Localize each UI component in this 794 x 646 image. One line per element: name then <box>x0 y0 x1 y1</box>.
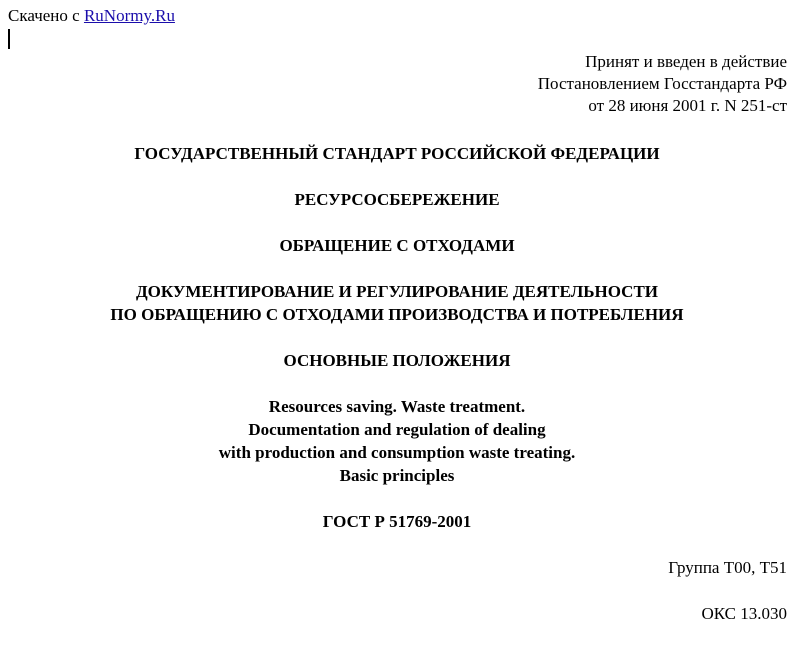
standard-name-line-2: ПО ОБРАЩЕНИЮ С ОТХОДАМИ ПРОИЗВОДСТВА И ПОТРЕБЛЕНИЯ <box>110 305 684 324</box>
standard-name <box>0 280 794 326</box>
approval-block <box>538 51 787 117</box>
approval-line-2: Постановлением Госстандарта РФ <box>537 74 787 93</box>
group-classification: Группа Т00, Т51 <box>668 558 787 577</box>
section-heading: ОСНОВНЫЕ ПОЛОЖЕНИЯ <box>283 351 511 370</box>
gost-designation: ГОСТ Р 51769-2001 <box>322 512 472 531</box>
english-title-line-4: Basic principles <box>339 466 455 485</box>
english-title-line-3: with production and consumption waste treating. <box>218 443 576 462</box>
english-title-line-1: Resources saving. Waste treatment. <box>268 397 526 416</box>
approval-line-3: от 28 июня 2001 г. N 251-ст <box>588 96 787 115</box>
standard-name-line-1: ДОКУМЕНТИРОВАНИЕ И РЕГУЛИРОВАНИЕ ДЕЯТЕЛЬНОСТИ <box>135 282 659 301</box>
text-caret <box>8 29 10 49</box>
english-title <box>0 395 794 487</box>
source-line <box>8 6 175 26</box>
state-standard-heading: ГОСУДАРСТВЕННЫЙ СТАНДАРТ РОССИЙСКОЙ ФЕДЕРАЦИИ <box>134 144 660 163</box>
source-link[interactable]: RuNormy.Ru <box>83 6 175 25</box>
subtopic-heading: ОБРАЩЕНИЕ С ОТХОДАМИ <box>279 236 515 255</box>
english-title-line-2: Documentation and regulation of dealing <box>248 420 546 439</box>
approval-line-1: Принят и введен в действие <box>585 52 787 71</box>
source-prefix: Скачено с <box>8 6 80 25</box>
oks-classification: ОКС 13.030 <box>701 604 787 623</box>
topic-heading: РЕСУРСОСБЕРЕЖЕНИЕ <box>294 190 500 209</box>
